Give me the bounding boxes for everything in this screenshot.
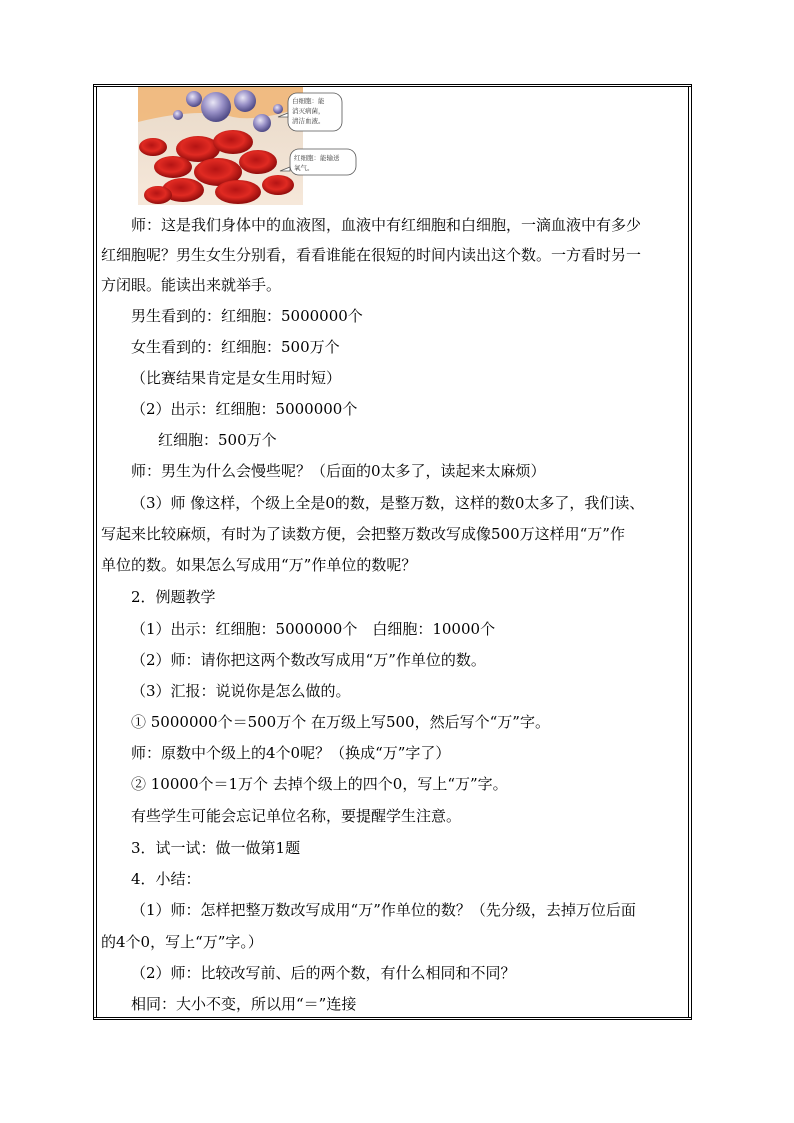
table-border-top-outer: [93, 84, 692, 85]
red-cell-callout-line-1: 红细胞：能输送: [294, 154, 340, 162]
paragraph-line: 4．小结：: [131, 870, 201, 888]
paragraph-line: （比赛结果肯定是女生用时短）: [131, 369, 342, 387]
table-border-left-inner: [96, 86, 97, 1018]
red-cell-callout-line-2: 氧气。: [294, 164, 314, 172]
white-cell-callout-line-3: 清洁血液。: [292, 117, 325, 125]
paragraph-line: 师：原数中个级上的4个0呢？（换成“万”字了）: [131, 744, 451, 762]
paragraph-line: （2）师：请你把这两个数改写成用“万”作单位的数。: [131, 651, 486, 669]
table-border-bottom-outer: [93, 1019, 692, 1020]
blood-cells-illustration: [138, 87, 360, 205]
paragraph-line: ② 10000个＝1万个 去掉个级上的四个0，写上“万”字。: [131, 775, 508, 793]
paragraph-line: 师：这是我们身体中的血液图，血液中有红细胞和白细胞，一滴血液中有多少: [131, 216, 642, 234]
red-cell-callout: [280, 149, 356, 175]
paragraph-line: 男生看到的：红细胞：5000000个: [131, 307, 363, 325]
blood-image: [138, 87, 303, 205]
paragraph-line: 2．例题教学: [131, 588, 216, 606]
table-border-right-outer: [691, 84, 692, 1020]
paragraph-line: 3．试一试：做一做第1题: [131, 839, 301, 857]
table-border-left-outer: [93, 84, 94, 1020]
paragraph-line: 单位的数。如果怎么写成用“万”作单位的数呢？: [101, 556, 417, 574]
paragraph-line: （2）出示：红细胞：5000000个: [131, 400, 358, 418]
paragraph-line: 写起来比较麻烦，有时为了读数方便，会把整万数改写成像500万这样用“万”作: [101, 525, 625, 543]
table-border-bottom-inner: [93, 1017, 692, 1018]
paragraph-line: （3）汇报：说说你是怎么做的。: [131, 682, 351, 700]
paragraph-line: （1）出示：红细胞：5000000个 白细胞：10000个: [131, 620, 496, 638]
paragraph-line: 红细胞呢？男生女生分别看，看看谁能在很短的时间内读出这个数。一方看时另一: [101, 246, 642, 264]
paragraph-line: （2）师：比较改写前、后的两个数，有什么相同和不同？: [131, 964, 516, 982]
paragraph-line: 方闭眼。能读出来就举手。: [101, 276, 282, 294]
svg-text:白细胞：能 消灭病菌， 清洁血液。: [292, 96, 327, 125]
paragraph-line: ① 5000000个＝500万个 在万级上写500，然后写个“万”字。: [131, 713, 550, 731]
paragraph-line: 的4个0，写上“万”字。）: [101, 933, 263, 951]
paragraph-line: （3）师 像这样，个级上全是0的数，是整万数，这样的数0太多了，我们读、: [131, 494, 645, 512]
paragraph-line: 相同：大小不变，所以用“＝”连接: [131, 995, 357, 1013]
paragraph-line: （1）师：怎样把整万数改写成用“万”作单位的数？（先分级，去掉万位后面: [131, 901, 636, 919]
paragraph-line: 女生看到的：红细胞：500万个: [131, 338, 340, 356]
table-border-right-inner: [688, 86, 689, 1018]
paragraph-line: 师：男生为什么会慢些呢？（后面的0太多了，读起来太麻烦）: [131, 462, 546, 480]
paragraph-line: 有些学生可能会忘记单位名称，要提醒学生注意。: [131, 807, 462, 825]
white-cell-callout-line-2: 消灭病菌，: [292, 107, 325, 115]
white-cell-callout-line-1: 白细胞：能: [292, 97, 325, 105]
paragraph-line: 红细胞：500万个: [158, 431, 277, 449]
